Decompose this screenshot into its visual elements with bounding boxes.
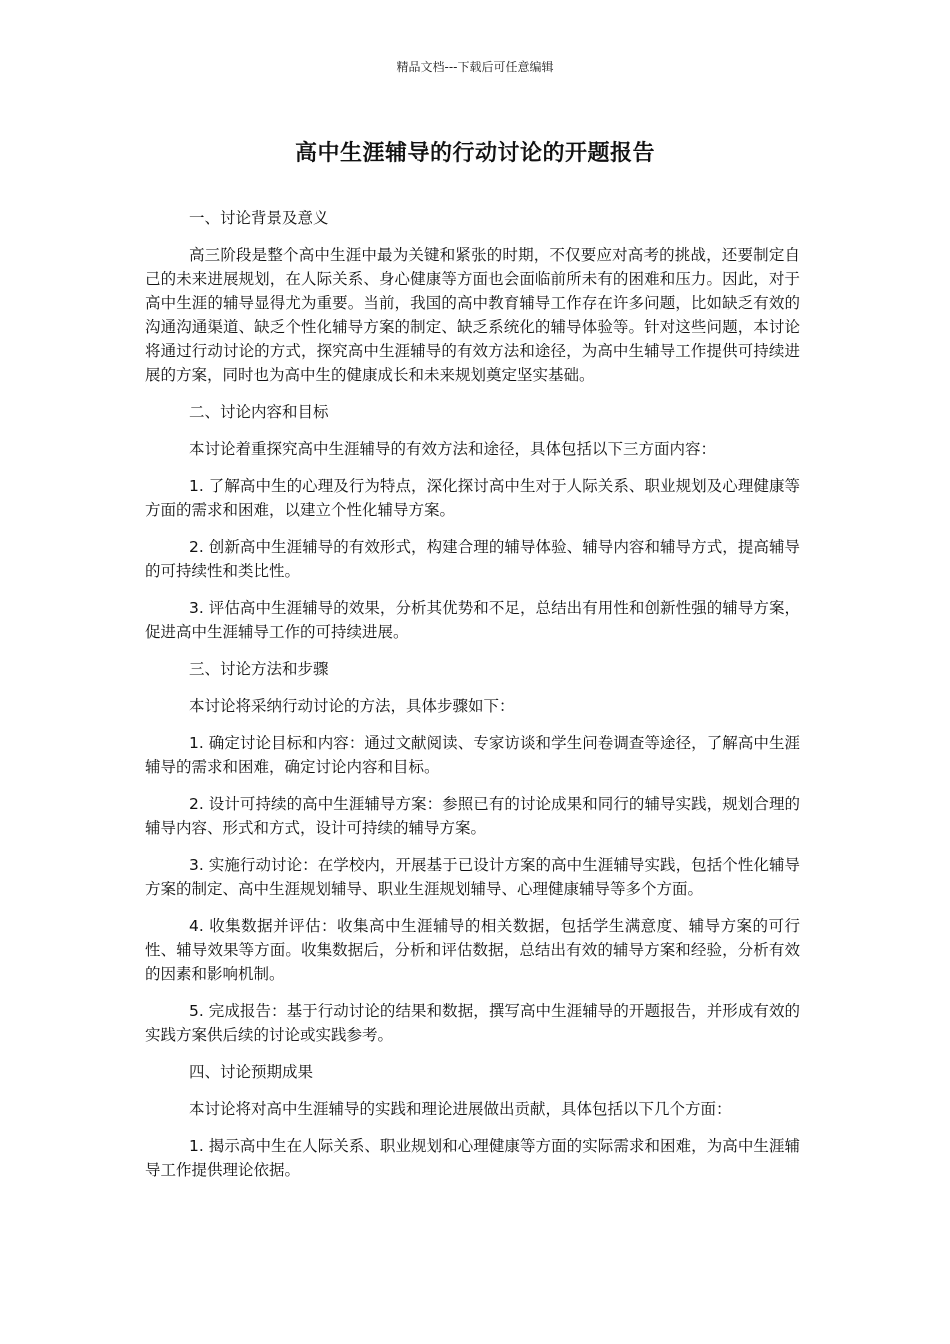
list-item-method-4: 4. 收集数据并评估：收集高中生涯辅导的相关数据，包括学生满意度、辅导方案的可行性、辅导效果等方面。收集数据后，分析和评估数据，总结出有效的辅导方案和经验，分析有效的因素和影响机制。 bbox=[145, 917, 800, 983]
paragraph-outcomes-intro: 本讨论将对高中生涯辅导的实践和理论进展做出贡献，具体包括以下几个方面： bbox=[189, 1100, 732, 1118]
list-item-outcome-1: 1. 揭示高中生在人际关系、职业规划和心理健康等方面的实际需求和困难，为高中生涯辅导工作提供理论依据。 bbox=[145, 1137, 800, 1179]
paragraph-content-intro: 本讨论着重探究高中生涯辅导的有效方法和途径，具体包括以下三方面内容： bbox=[189, 440, 717, 458]
section-heading-content: 二、讨论内容和目标 bbox=[189, 403, 329, 421]
list-item-method-1: 1. 确定讨论目标和内容：通过文献阅读、专家访谈和学生问卷调查等途径，了解高中生涯辅导的需求和困难，确定讨论内容和目标。 bbox=[145, 734, 800, 776]
list-item-content-2: 2. 创新高中生涯辅导的有效形式，构建合理的辅导体验、辅导内容和辅导方式，提高辅导的可持续性和类比性。 bbox=[145, 538, 800, 580]
page-header-note: 精品文档---下载后可任意编辑 bbox=[396, 60, 554, 74]
list-item-content-1: 1. 了解高中生的心理及行为特点，深化探讨高中生对于人际关系、职业规划及心理健康等方面的需求和困难，以建立个性化辅导方案。 bbox=[145, 477, 800, 519]
list-item-content-3: 3. 评估高中生涯辅导的效果，分析其优势和不足，总结出有用性和创新性强的辅导方案，促进高中生涯辅导工作的可持续进展。 bbox=[145, 599, 800, 641]
section-heading-outcomes: 四、讨论预期成果 bbox=[189, 1063, 314, 1081]
list-item-method-2: 2. 设计可持续的高中生涯辅导方案：参照已有的讨论成果和同行的辅导实践，规划合理的辅导内容、形式和方式，设计可持续的辅导方案。 bbox=[145, 795, 800, 837]
document-title: 高中生涯辅导的行动讨论的开题报告 bbox=[294, 141, 655, 166]
document-body bbox=[145, 206, 800, 1195]
paragraph-background: 高三阶段是整个高中生涯中最为关键和紧张的时期，不仅要应对高考的挑战，还要制定自己的未来进展规划，在人际关系、身心健康等方面也会面临前所未有的困难和压力。因此，对于高中生涯的辅导显得尤为重要。当前，我国的高中教育辅导工作存在许多问题，比如缺乏有效的沟通沟通渠道、缺乏个性化辅导方案的制定、缺乏系统化的辅导体验等。针对这些问题，本讨论将通过行动讨论的方式，探究高中生涯辅导的有效方法和途径，为高中生辅导工作提供可持续进展的方案，同时也为高中生的健康成长和未来规划奠定坚实基础。 bbox=[145, 246, 800, 384]
section-heading-methods: 三、讨论方法和步骤 bbox=[189, 660, 329, 678]
paragraph-methods-intro: 本讨论将采纳行动讨论的方法，具体步骤如下： bbox=[189, 697, 515, 715]
list-item-method-3: 3. 实施行动讨论：在学校内，开展基于已设计方案的高中生涯辅导实践，包括个性化辅导方案的制定、高中生涯规划辅导、职业生涯规划辅导、心理健康辅导等多个方面。 bbox=[145, 856, 800, 898]
list-item-method-5: 5. 完成报告：基于行动讨论的结果和数据，撰写高中生涯辅导的开题报告，并形成有效的实践方案供后续的讨论或实践参考。 bbox=[145, 1002, 800, 1044]
section-heading-background: 一、讨论背景及意义 bbox=[189, 209, 329, 227]
